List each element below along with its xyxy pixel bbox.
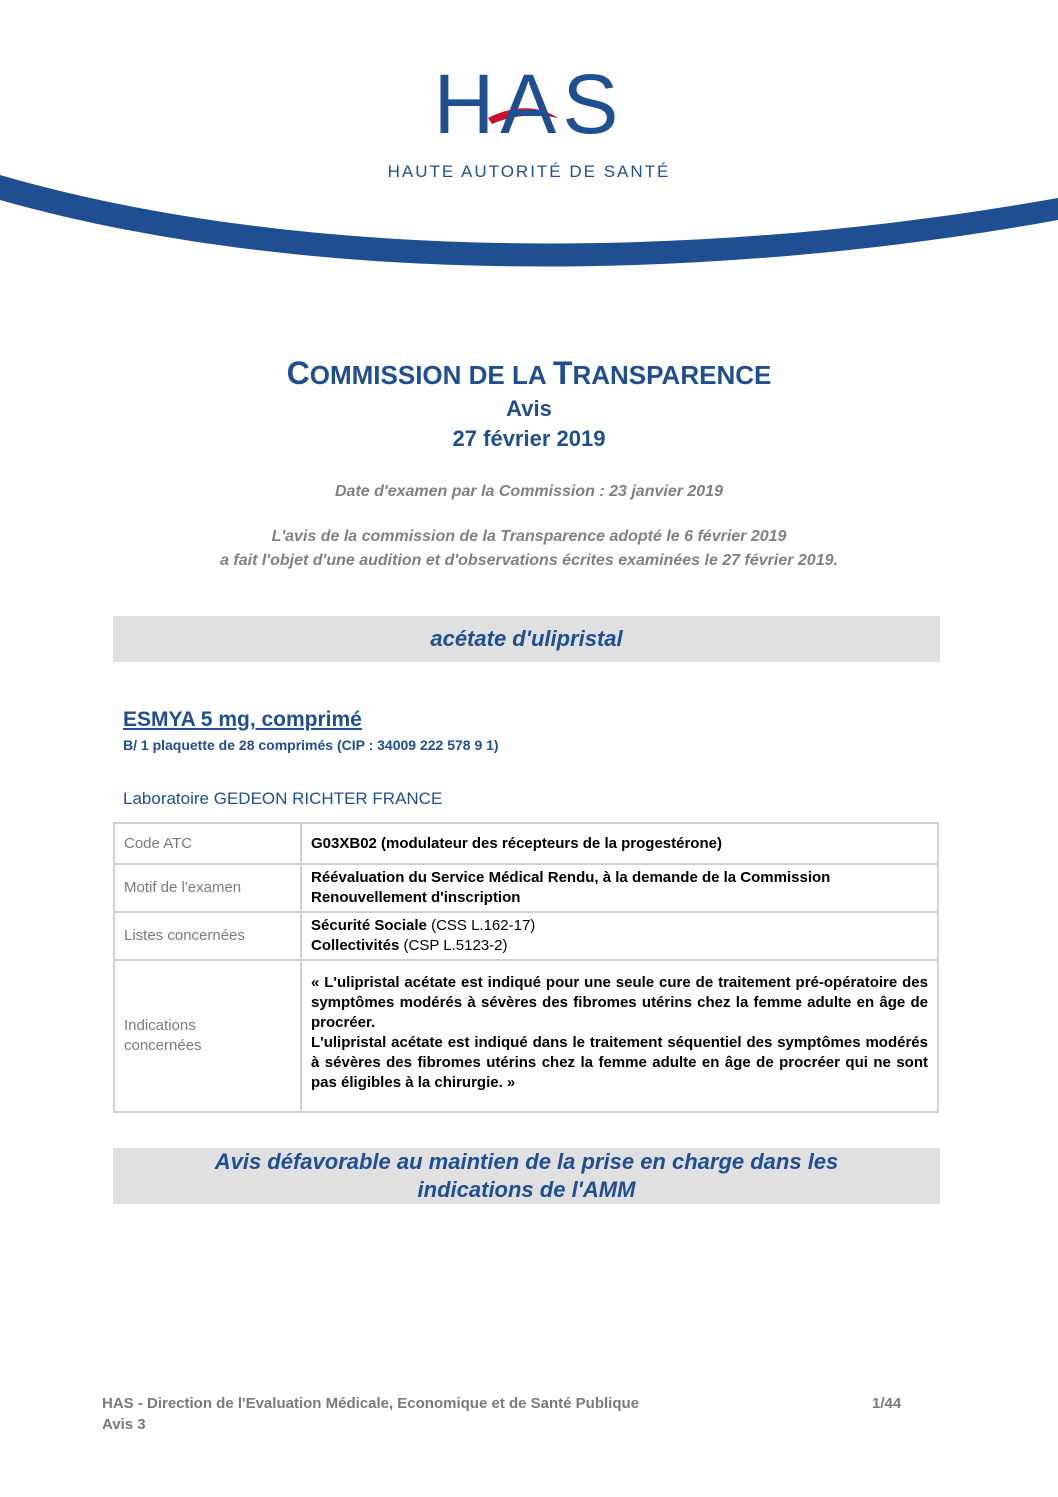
blue-swoosh-shape (0, 175, 1058, 267)
footer-document-id: Avis 3 (102, 1416, 146, 1433)
info-table (113, 822, 939, 1113)
title-t-rest: RANSPARENCE (572, 360, 772, 390)
listes-ss (311, 916, 928, 936)
logo-subtitle: HAUTE AUTORITÉ DE SANTÉ (387, 162, 671, 181)
title-c-rest: OMMISSION DE LA (309, 360, 553, 390)
listes-coll-rest: (CSP L.5123-2) (399, 937, 508, 954)
indications-label-line1: Indications (124, 1017, 196, 1034)
atc-value: G03XB02 (modulateur des récepteurs de la progestérone) (301, 823, 938, 864)
indications-label (114, 960, 301, 1112)
table-row (114, 960, 938, 1112)
page-title (0, 355, 1058, 392)
motif-line1: Réévaluation du Service Médical Rendu, à la demande de la Commission (311, 869, 831, 886)
listes-value (301, 912, 938, 960)
indications-value (301, 960, 938, 1112)
motif-line2: Renouvellement d'inscription (311, 889, 521, 906)
substance-name: acétate d'ulipristal (430, 626, 623, 651)
listes-ss-bold: Sécurité Sociale (311, 917, 427, 934)
footer-page-number: 1/44 (872, 1395, 902, 1412)
footer-organization: HAS - Direction de l'Evaluation Médicale, Economique et de Santé Publique (102, 1395, 639, 1412)
table-row (114, 823, 938, 864)
atc-label: Code ATC (114, 823, 301, 864)
conclusion-line2: indications de l'AMM (417, 1177, 636, 1202)
has-logo: HAS (433, 57, 625, 151)
table-row (114, 864, 938, 912)
motif-value (301, 864, 938, 912)
substance-banner (113, 616, 940, 662)
adoption-note-line2: a fait l'objet d'une audition et d'observations écrites examinées le 27 février 2019. (220, 552, 838, 569)
conclusion-banner (113, 1148, 940, 1204)
exam-date: Date d'examen par la Commission : 23 janvier 2019 (335, 483, 723, 500)
table-row (114, 912, 938, 960)
adoption-note-line1: L'avis de la commission de la Transparence adopté le 6 février 2019 (271, 528, 787, 545)
laboratory-name: Laboratoire GEDEON RICHTER FRANCE (123, 789, 443, 808)
product-pack: B/ 1 plaquette de 28 comprimés (CIP : 34009 222 578 9 1) (123, 737, 499, 753)
indications-paragraph-2: L'ulipristal acétate est indiqué dans le traitement séquentiel des symptômes modérés à sévères des fibromes utérins chez la femme adulte en âge de procréer qui ne sont pas éligibles à la chirurgie. » (311, 1034, 928, 1091)
listes-coll (311, 936, 928, 956)
listes-coll-bold: Collectivités (311, 937, 400, 954)
listes-label: Listes concernées (114, 912, 301, 960)
title-t-initial: T (552, 355, 573, 391)
indications-label-line2: concernées (124, 1037, 202, 1054)
listes-ss-rest: (CSS L.162-17) (426, 917, 536, 934)
conclusion-line1: Avis défavorable au maintien de la prise en charge dans les (214, 1149, 839, 1174)
motif-label: Motif de l'examen (114, 864, 301, 912)
title-date: 27 février 2019 (452, 426, 606, 451)
title-c-initial: C (286, 355, 310, 391)
product-name: ESMYA 5 mg, comprimé (123, 708, 362, 731)
title-avis: Avis (506, 396, 552, 421)
indications-paragraph-1: « L'ulipristal acétate est indiqué pour une seule cure de traitement pré-opératoire des symptômes modérés à sévères des fibromes utérins chez la femme adulte en âge de procréer. (311, 974, 928, 1031)
